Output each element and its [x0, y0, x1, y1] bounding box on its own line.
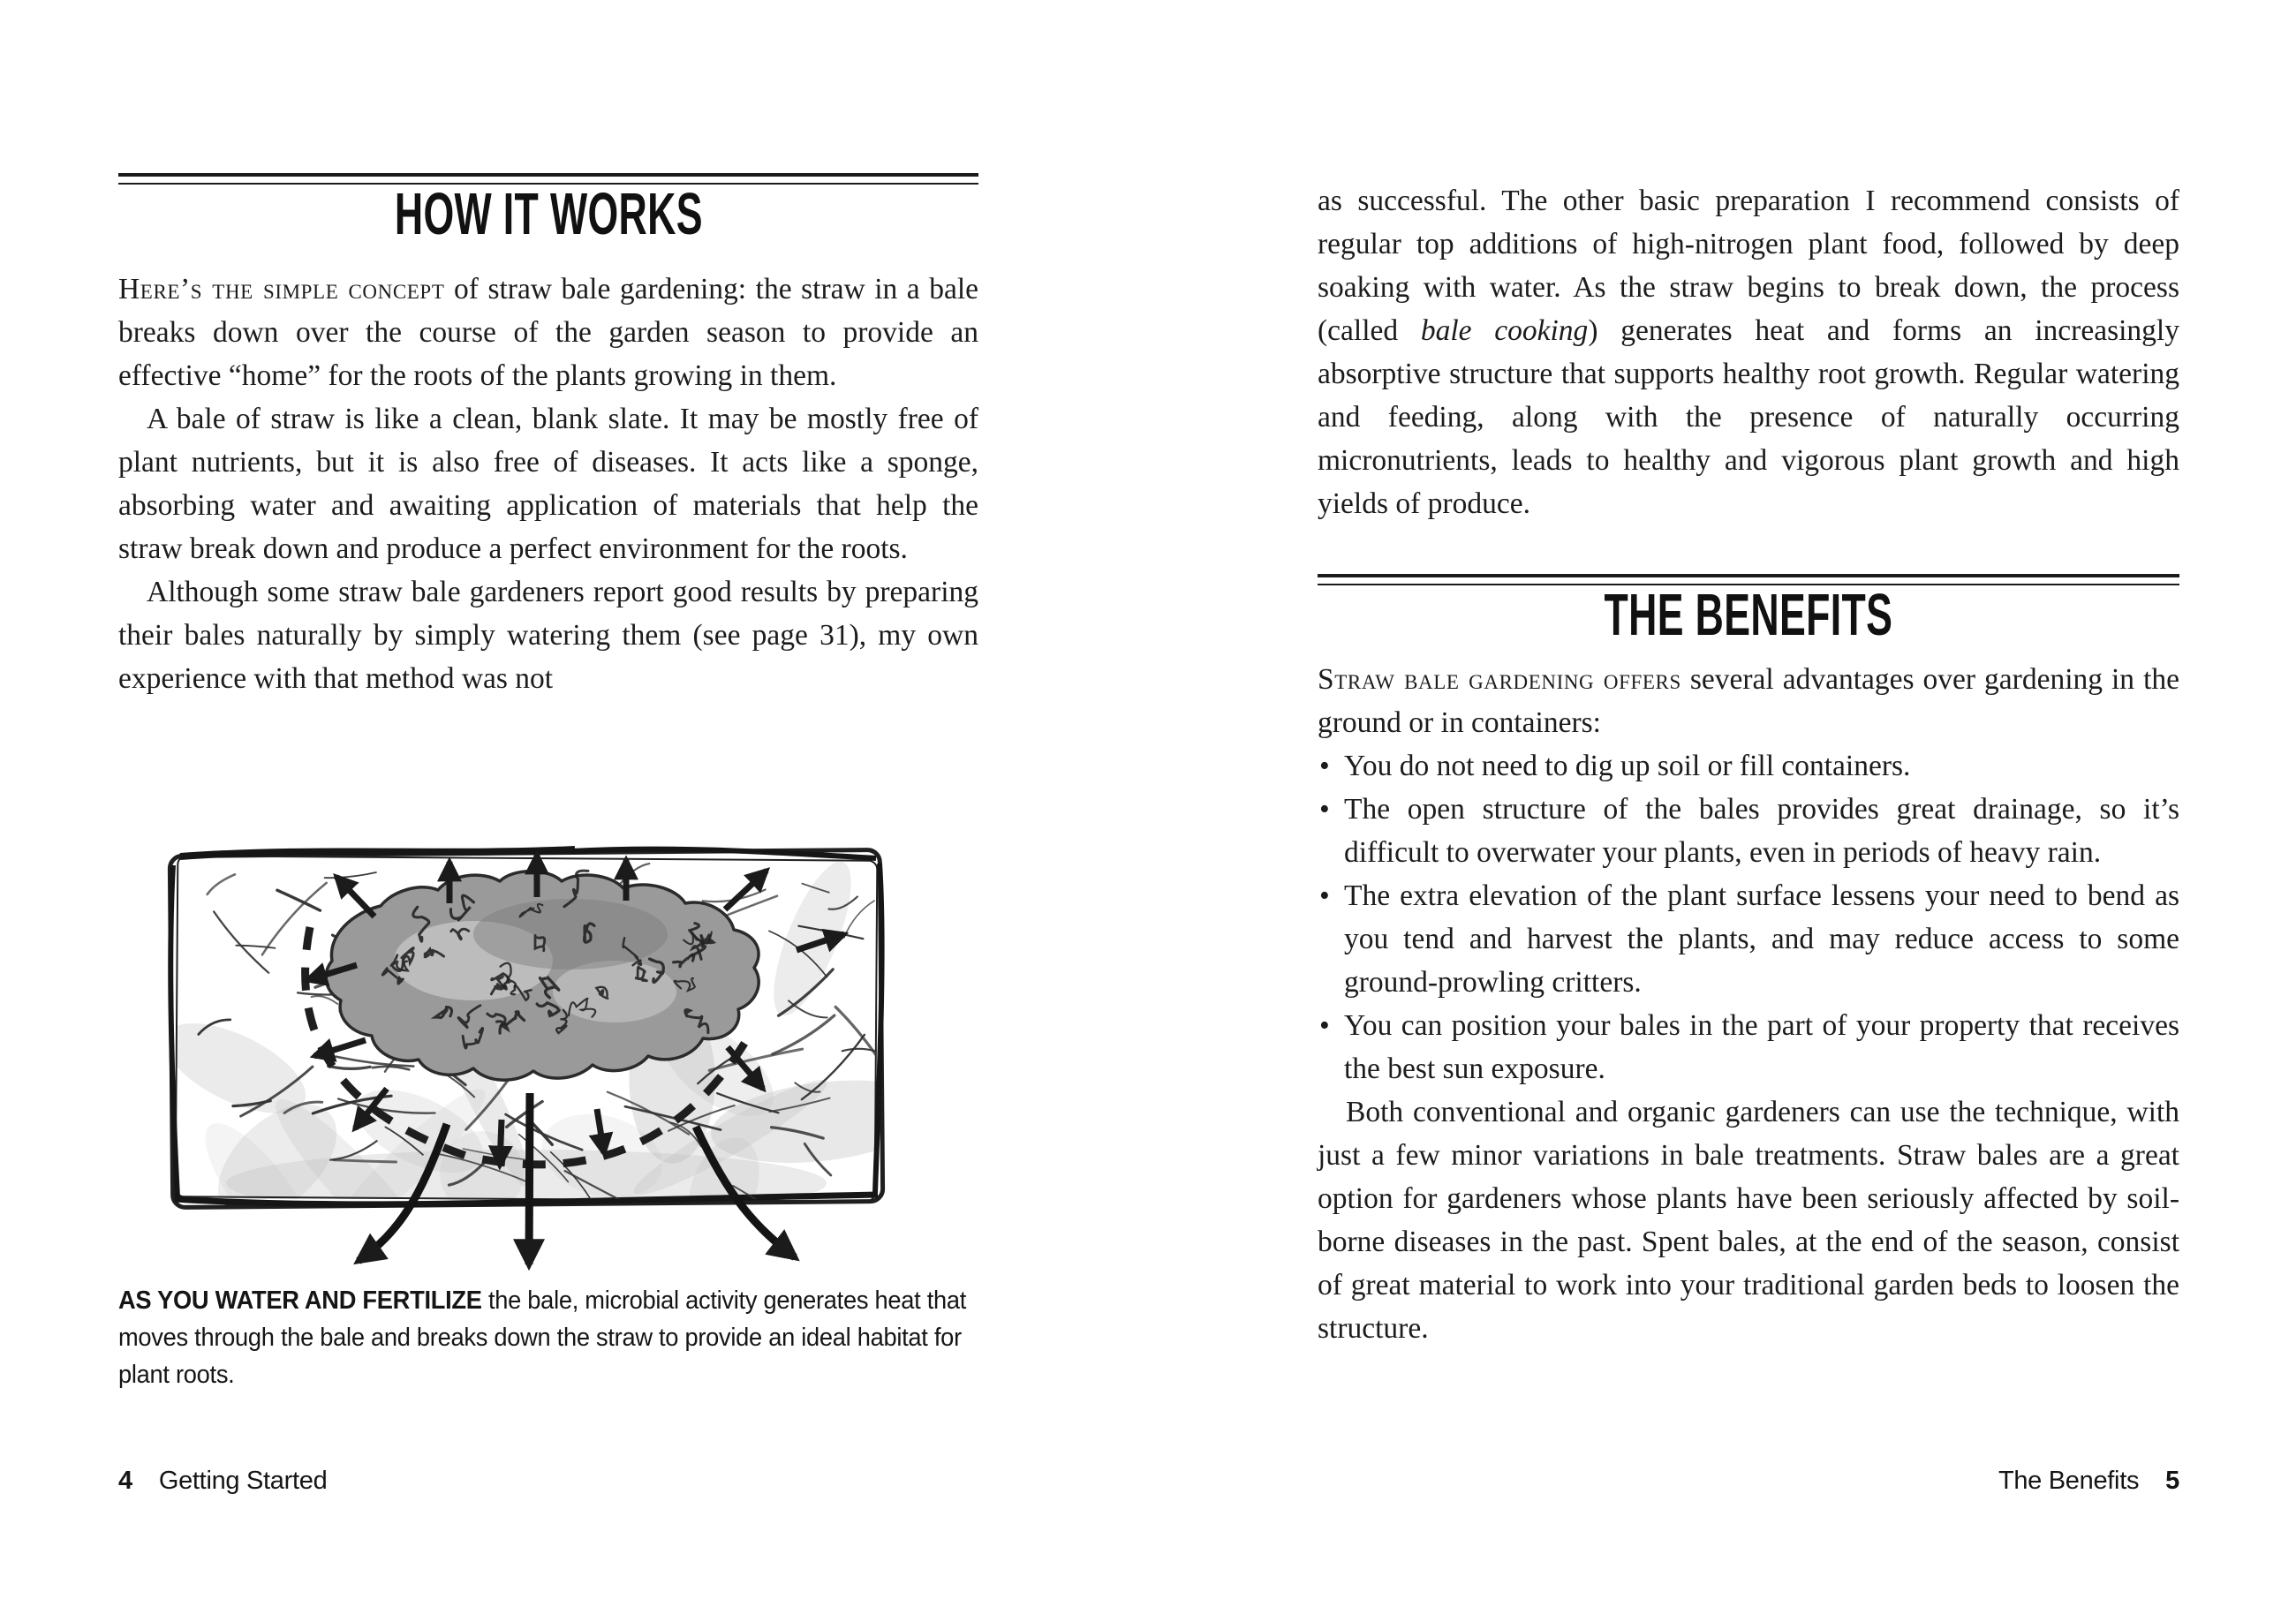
paragraph-text: several advantages over gardening in the ground or in containers:	[1318, 663, 2179, 739]
lead-in-small-caps: Straw bale gardening offers	[1318, 663, 1681, 696]
paragraph	[118, 268, 978, 397]
drain-arrow-center-icon	[529, 1093, 530, 1264]
paragraph: Although some straw bale gardeners report good results by preparing their bales naturally by simply watering them (see page 31), my own experience with that method was not	[118, 576, 978, 695]
benefits-list	[1318, 744, 2179, 1090]
paragraph	[1318, 179, 2179, 525]
list-item	[1318, 874, 2179, 1004]
page-number: 5	[2165, 1467, 2179, 1495]
bullet-icon: •	[1319, 879, 1330, 912]
paragraph-text: ) generates heat and forms an increasingly absorptive structure that supports healthy root growth. Regular watering and feeding, along with the presence of naturally occurring micronutrients, leads to healthy and vigorous plant growth and high yields of produce.	[1318, 314, 2179, 520]
list-item-text: The open structure of the bales provides great drainage, so it’s difficult to overwater your plants, even in periods of heavy rain.	[1344, 793, 2179, 869]
paragraph: Both conventional and organic gardeners can use the technique, with just a few minor variations in bale treatments. Straw bales are a great option for gardeners whose plants have been seriously affected by soil-borne diseases in the past. Spent bales, at the end of the season, consist of great material to work into your traditional garden beds to loosen the structure.	[1318, 1096, 2179, 1345]
list-item-text: The extra elevation of the plant surface lessens your need to bend as you tend and harvest the plants, and may reduce access to some ground-prowling critters.	[1344, 879, 2179, 999]
section-heading-text: HOW IT WORKS	[394, 181, 703, 248]
list-item-text: You do not need to dig up soil or fill containers.	[1344, 750, 1911, 782]
bullet-icon: •	[1319, 1009, 1330, 1042]
microbial-activity-blob	[326, 871, 759, 1080]
paragraph	[1318, 658, 2179, 744]
straw-bale-illustration	[155, 828, 897, 1283]
bullet-icon: •	[1319, 793, 1330, 826]
page-title	[118, 181, 978, 248]
running-footer-section: Getting Started	[158, 1467, 328, 1495]
heat-arrow-down-icon	[500, 1120, 502, 1166]
italic-term: bale cooking	[1420, 314, 1589, 347]
running-footer-section: The Benefits	[1998, 1467, 2140, 1495]
section-heading-text: THE BENEFITS	[1604, 582, 1893, 649]
figure-caption	[118, 1282, 983, 1393]
lead-in-small-caps: Here’s the simple concept	[118, 273, 445, 306]
paragraph: A bale of straw is like a clean, blank slate. It may be mostly free of plant nutrients, but it is also free of diseases. It acts like a sponge, absorbing water and awaiting application of materials that help the straw break down and produce a perfect environment for the roots.	[118, 403, 978, 565]
list-item	[1318, 744, 2179, 788]
caption-text: the bale, microbial activity generates heat that moves through the bale and breaks down the straw to provide an ideal habitat for plant roots.	[118, 1286, 967, 1389]
caption-lead-in: AS YOU WATER AND FERTILIZE	[118, 1286, 482, 1315]
heat-arrow-up-left-icon	[336, 877, 374, 917]
figure	[155, 828, 897, 1283]
list-item	[1318, 788, 2179, 874]
right-body-text-bottom	[1318, 658, 2179, 1350]
right-body-text-top	[1318, 179, 2179, 525]
left-body-text	[118, 268, 978, 700]
page-number: 4	[118, 1467, 132, 1495]
heat-arrow-up-right-icon	[725, 871, 767, 909]
list-item	[1318, 1004, 2179, 1090]
bullet-icon: •	[1319, 750, 1330, 782]
page-title	[1318, 582, 2179, 649]
paragraph-text: of straw bale gardening: the straw in a bale breaks down over the course of the garden season to provide an effective “home” for the roots of the plants growing in them.	[118, 273, 978, 392]
left-page-footer	[118, 1466, 327, 1496]
list-item-text: You can position your bales in the part of your property that receives the best sun exposure.	[1344, 1009, 2179, 1085]
paragraph-text: as successful. The other basic preparation I recommend consists of regular top additions of high-nitrogen plant food, followed by deep soaking with water. As the straw begins to break down, the process (called	[1318, 185, 2179, 347]
right-page-footer	[1998, 1466, 2179, 1496]
